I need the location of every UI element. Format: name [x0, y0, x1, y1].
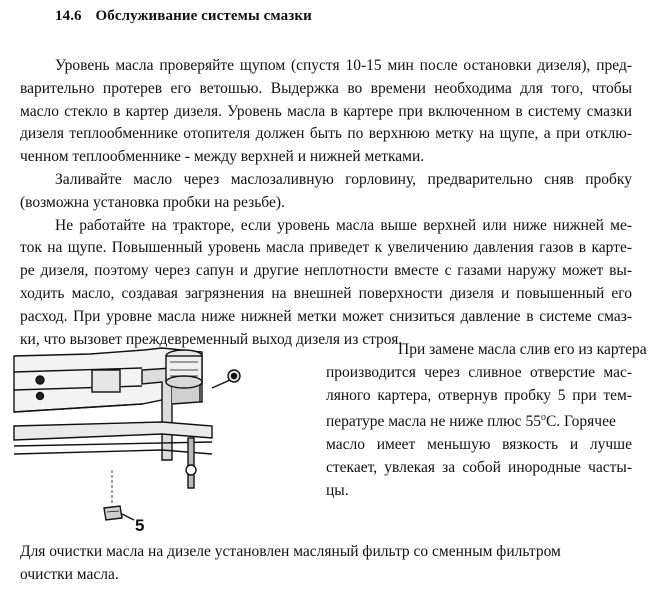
callout-label-5: 5 — [135, 516, 145, 535]
side-line-4-text: пературе масла не ниже плюс 55 — [326, 413, 541, 431]
body-line-text: Уровень масла проверяйте щупом (спустя 10-15 мин после остановки дизеля), пред- — [55, 57, 632, 74]
body-line — [20, 306, 632, 329]
side-line-3: ляного картера, отвернув пробку 5 при тем- — [326, 386, 632, 404]
body-line — [20, 123, 632, 146]
body-line — [20, 146, 632, 169]
drain-instructions — [326, 339, 647, 503]
body-line — [20, 78, 632, 101]
oil-drain-plug-illustration — [12, 342, 317, 542]
side-line-2: производится через сливное отверстие мас- — [326, 363, 632, 381]
body-text — [20, 55, 632, 351]
body-line-text: масло стекло в картер дизеля. Уровень масла в картере при включенном в систему смазки — [20, 102, 632, 120]
side-line-5: масло имеет меньшую вязкость и лучше — [326, 436, 632, 454]
side-line-1: При замене масла слив его из картера — [398, 341, 647, 358]
degree-symbol: o — [540, 412, 546, 424]
side-line-6: стекает, увлекая за собой инородные часты- — [326, 459, 632, 477]
section-number: 14.6 — [55, 8, 82, 24]
body-line — [20, 192, 632, 215]
body-line — [20, 101, 632, 124]
side-line-7: цы. — [326, 481, 349, 499]
section-title: Обслуживание системы смазки — [95, 8, 312, 24]
body-line-text: дизеля теплообменнике отопителя должен быть по верхнюю метку на щупе, а при отклю- — [20, 125, 632, 143]
body-line — [20, 215, 632, 238]
body-line-text: варительно протерев его ветошью. Выдержка во времени необходима для того, чтобы — [20, 79, 632, 97]
body-line-text: расход. При уровне масла ниже нижней метки может снизиться давление в системе смаз- — [20, 307, 632, 325]
body-line-text: ченном теплообменнике - между верхней и нижней метками. — [20, 148, 425, 166]
body-line-text: ходить масло, создавая загрязнения на внешней поверхности дизеля и повышенный его — [20, 284, 632, 302]
body-line — [20, 260, 632, 283]
body-line-text: ре дизеля, поэтому через сапун и другие неплотности вместе с газами наружу может вы- — [20, 262, 632, 280]
body-line — [20, 169, 632, 192]
filter-note-line-2: очистки масла. — [20, 565, 119, 583]
section-heading — [55, 8, 312, 25]
body-line — [20, 237, 632, 260]
body-line-text: Заливайте масло через маслозаливную горловину, предварительно сняв пробку — [55, 170, 632, 188]
body-line-text: Не работайте на тракторе, если уровень масла выше верхней или ниже нижней ме- — [55, 216, 632, 234]
body-line-text: (возможна установка пробки на резьбе). — [20, 193, 285, 211]
side-line-4-tail: С. Горячее — [545, 413, 616, 431]
filter-note — [20, 541, 632, 587]
body-line-text: ток на щупе. Повышенный уровень масла приведет к увеличению давления газов в карте- — [20, 239, 632, 257]
side-line-4 — [326, 407, 632, 434]
body-line-text: ки, что вызовет преждевременный выход дизеля из строя. — [20, 330, 403, 348]
body-line — [20, 283, 632, 306]
filter-note-line-1 — [20, 541, 632, 564]
filter-note-line-1-text: Для очистки масла на дизеле установлен масляный фильтр со сменным фильтром — [20, 543, 561, 560]
body-line — [20, 55, 632, 78]
